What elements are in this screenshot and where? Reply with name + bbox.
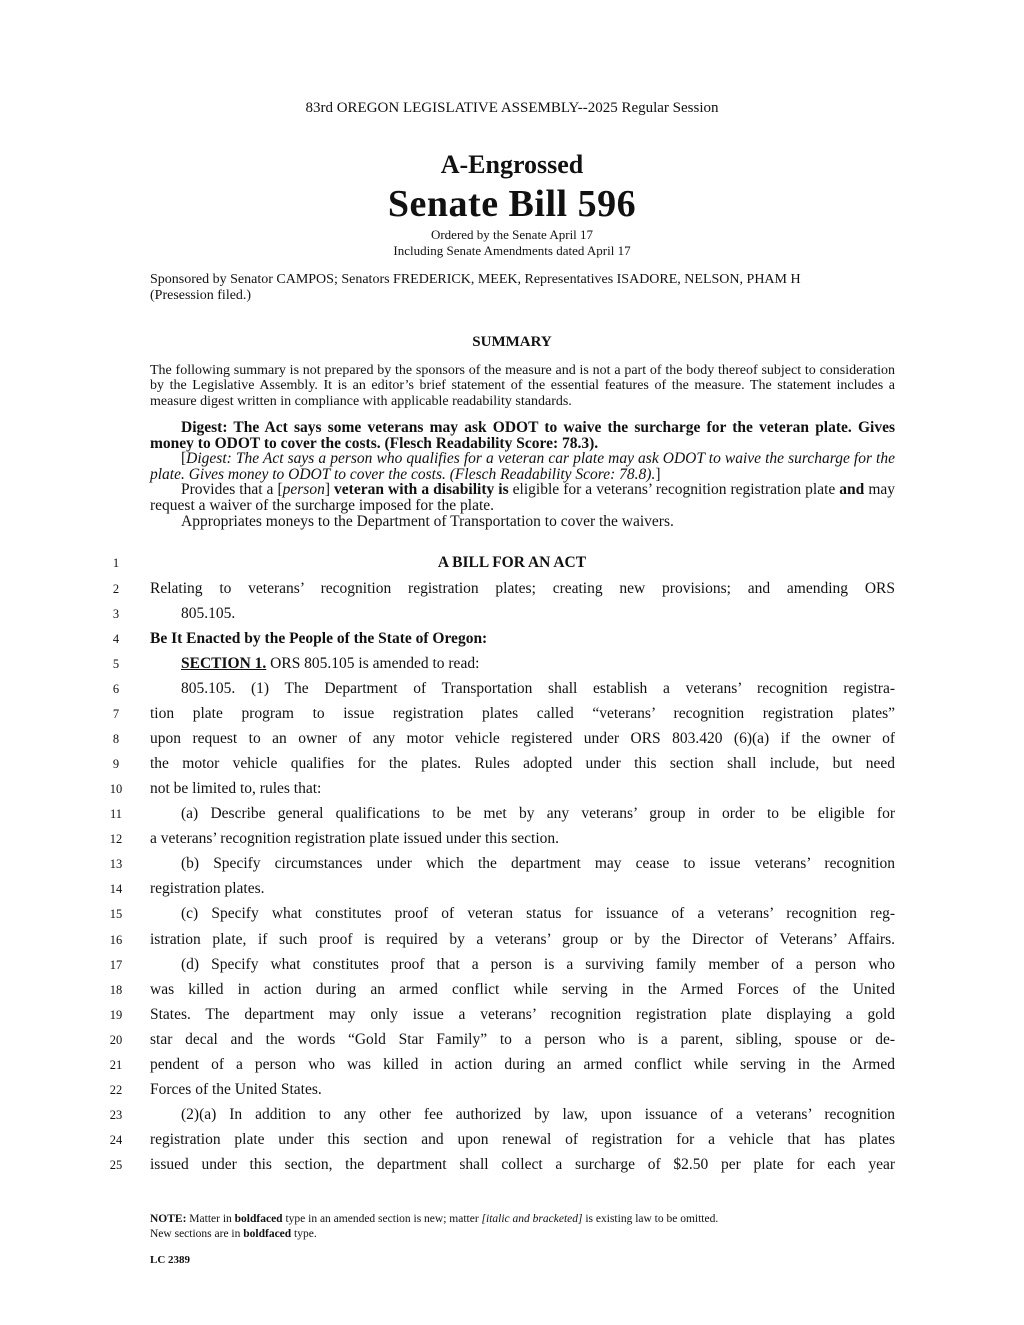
line-number: 20 <box>109 1033 123 1047</box>
bill-heading: A BILL FOR AN ACT <box>437 554 587 571</box>
bill-title: Senate Bill 596 <box>387 183 637 225</box>
line-number: 16 <box>109 933 123 947</box>
digest-new-text: Digest: The Act says some veterans may ask ODOT to waive the surcharge for the veteran plate. Gives money to ODOT to cover the costs. (Flesch Readability Score: 78.3). <box>150 419 895 452</box>
line-number: 21 <box>109 1058 123 1072</box>
bill-line-19: States. The department may only issue a veterans’ recognition registration plate displaying a gold <box>150 1006 895 1023</box>
line-number: 10 <box>109 782 123 796</box>
line-number: 6 <box>112 682 120 696</box>
bill-line-15: (c) Specify what constitutes proof of veteran status for issuance of a veterans’ recognition reg- <box>181 905 895 922</box>
line-number: 8 <box>112 732 120 746</box>
bill-line-8: upon request to an owner of any motor vehicle registered under ORS 803.420 (6)(a) if the owner of <box>150 730 895 747</box>
bill-line-22: Forces of the United States. <box>150 1081 322 1098</box>
line-number: 13 <box>109 857 123 871</box>
summary-heading: SUMMARY <box>472 334 552 350</box>
line-number: 25 <box>109 1158 123 1172</box>
bill-line-3: 805.105. <box>181 605 236 622</box>
enacting-clause: Be It Enacted by the People of the State of Oregon: <box>150 630 488 647</box>
line-number: 24 <box>109 1133 123 1147</box>
digest-block <box>150 420 895 529</box>
line-number: 9 <box>112 757 120 771</box>
provides-paragraph: Provides that a [person] veteran with a disability is eligible for a veterans’ recognition registration plate and may request a waiver of the surcharge imposed for the plate. <box>150 481 896 514</box>
line-number: 18 <box>109 983 123 997</box>
bill-line-10: not be limited to, rules that: <box>150 780 322 797</box>
bill-line-21: pendent of a person who was killed in action during an armed conflict while serving in the Armed <box>150 1056 895 1073</box>
line-number: 15 <box>109 907 123 921</box>
sponsor-block <box>150 272 895 304</box>
bill-line-23: (2)(a) In addition to any other fee authorized by law, upon issuance of a veterans’ recognition <box>181 1106 895 1123</box>
appropriates-paragraph: Appropriates moneys to the Department of Transportation to cover the waivers. <box>181 512 674 530</box>
bill-line-17: (d) Specify what constitutes proof that a person is a surviving family member of a person who <box>181 956 895 973</box>
bill-line-16: istration plate, if such proof is required by a veterans’ group or by the Director of Veterans’ Affairs. <box>150 931 895 948</box>
line-number: 22 <box>109 1083 123 1097</box>
bill-line-18: was killed in action during an armed conflict while serving in the Armed Forces of the United <box>150 981 895 998</box>
line-number: 7 <box>112 707 120 721</box>
bill-line-25: issued under this section, the department shall collect a surcharge of $2.50 per plate for each year <box>150 1156 895 1173</box>
lc-number: LC 2389 <box>150 1254 191 1266</box>
line-number: 1 <box>112 556 120 570</box>
note-line-2: New sections are in boldfaced type. <box>150 1228 317 1240</box>
amendments-line: Including Senate Amendments dated April 17 <box>393 243 631 258</box>
sponsor-line: Sponsored by Senator CAMPOS; Senators FREDERICK, MEEK, Representatives ISADORE, NELSON, PHAM H <box>150 272 801 287</box>
line-number: 12 <box>109 832 123 846</box>
bill-line-12: a veterans’ recognition registration plate issued under this section. <box>150 830 560 847</box>
bill-line-13: (b) Specify circumstances under which the department may cease to issue veterans’ recognition <box>181 855 895 872</box>
note-line-1: NOTE: Matter in boldfaced type in an amended section is new; matter [italic and bracketed] is existing law to be omitted. <box>150 1213 719 1225</box>
section-1-line: SECTION 1. ORS 805.105 is amended to read: <box>181 655 480 672</box>
line-number: 17 <box>109 958 123 972</box>
bill-line-14: registration plates. <box>150 880 265 897</box>
line-number: 2 <box>112 582 120 596</box>
digest-new <box>150 420 895 451</box>
bill-line-2: Relating to veterans’ recognition registration plates; creating new provisions; and amending ORS <box>150 580 895 597</box>
bill-line-24: registration plate under this section and upon renewal of registration for a vehicle that has plates <box>150 1131 895 1148</box>
session-header: 83rd OREGON LEGISLATIVE ASSEMBLY--2025 Regular Session <box>305 100 719 116</box>
line-number: 4 <box>112 632 120 646</box>
line-number: 11 <box>109 807 123 821</box>
line-number: 19 <box>109 1008 123 1022</box>
line-number: 5 <box>112 657 120 671</box>
line-number: 3 <box>112 607 120 621</box>
bill-line-7: tion plate program to issue registration plates called “veterans’ recognition registration plates” <box>150 705 895 722</box>
bill-line-9: the motor vehicle qualifies for the plates. Rules adopted under this section shall include, but need <box>150 755 895 772</box>
footer-note <box>150 1212 718 1242</box>
section-1-label: SECTION 1. <box>181 655 267 672</box>
bill-line-20: star decal and the words “Gold Star Family” to a person who is a parent, sibling, spouse or de- <box>150 1031 895 1048</box>
digest-old-text: Digest: The Act says a person who qualifies for a veteran car plate may ask ODOT to waive the surcharge for the plate. Gives money to ODOT to cover the costs. (Flesch Readability Score: 78.8). <box>150 450 895 483</box>
digest-old: [Digest: The Act says a person who qualifies for a veteran car plate may ask ODOT to waive the surcharge for the plate. Gives money to ODOT to cover the costs. (Flesch Readability Score: 78.8).] <box>150 450 895 483</box>
line-number: 23 <box>109 1108 123 1122</box>
ordered-line: Ordered by the Senate April 17 <box>430 227 594 242</box>
deleted-person: person <box>282 481 325 499</box>
bill-line-11: (a) Describe general qualifications to be met by any veterans’ group in order to be eligible for <box>181 805 895 822</box>
presession-line: (Presession filed.) <box>150 288 252 303</box>
engrossed-label: A-Engrossed <box>440 150 584 179</box>
bill-line-6: 805.105. (1) The Department of Transportation shall establish a veterans’ recognition registra- <box>181 680 895 697</box>
line-number: 14 <box>109 882 123 896</box>
summary-text: The following summary is not prepared by the sponsors of the measure and is not a part of the body thereof subject to consideration by the Legislative Assembly. It is an editor’s brief statement of the essential features of the measure. The statement includes a measure digest written in compliance with applicable readability standards. <box>150 363 895 409</box>
ordered-block <box>0 227 1024 259</box>
